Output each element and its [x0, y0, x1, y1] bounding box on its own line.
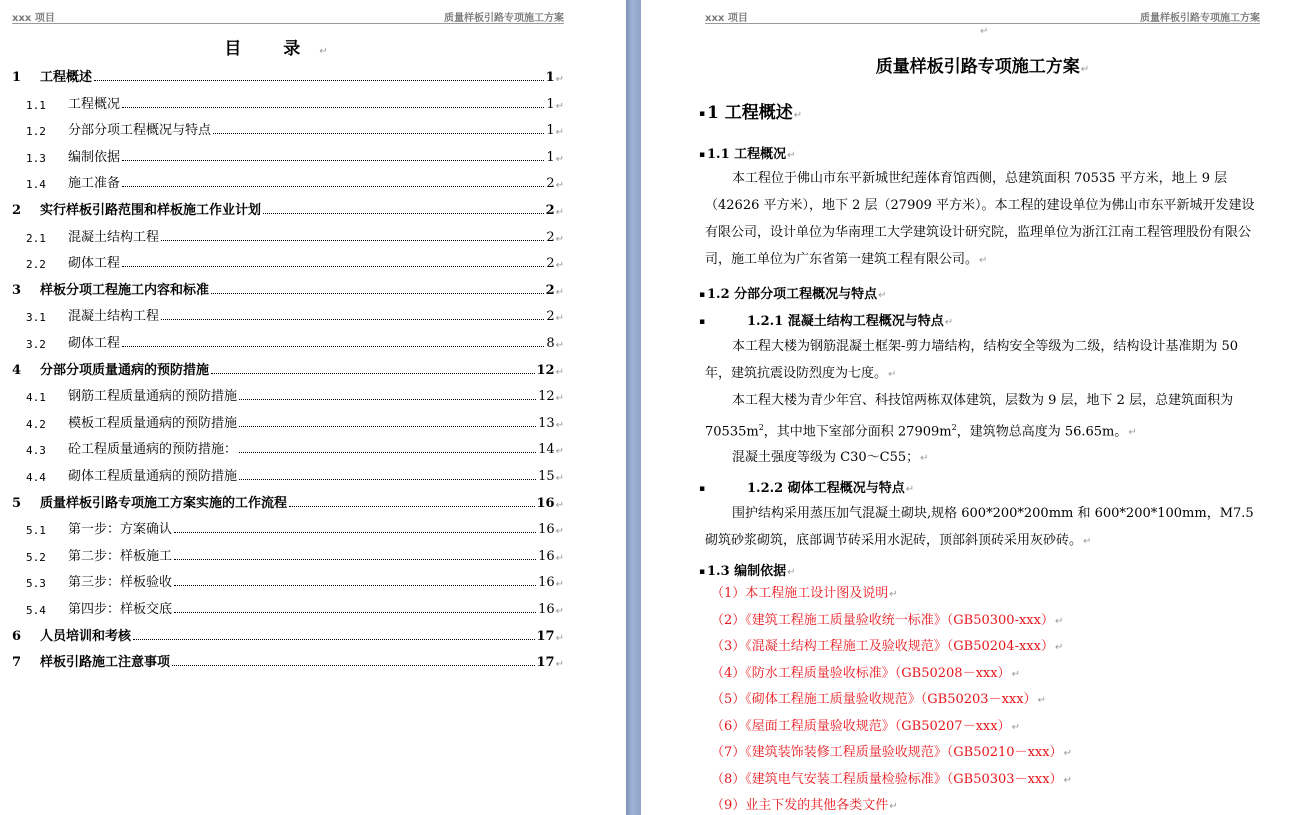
document-title[interactable]	[705, 52, 1260, 77]
paragraph-text: ，其中地下室部分面积 27909m	[763, 424, 952, 440]
toc-entry[interactable]	[12, 223, 564, 245]
reference-item[interactable]	[711, 662, 1020, 681]
toc-entry-page: 12	[538, 389, 555, 405]
toc-leader-dots	[122, 107, 544, 108]
toc-entry-page: 2	[546, 309, 555, 325]
superscript-text: 2	[951, 423, 957, 432]
toc-entry-title: 砌体工程	[68, 256, 121, 272]
toc-title-text: 目 录	[224, 39, 319, 59]
paragraph-mark-icon: ↵	[1011, 668, 1020, 680]
toc-entry-number: 4.4	[26, 471, 46, 484]
toc-entry[interactable]	[12, 302, 564, 324]
reference-item[interactable]	[711, 582, 898, 601]
toc-leader-dots	[122, 160, 544, 161]
toc-entry-page: 17	[536, 655, 555, 671]
reference-text: （5）《砌体工程施工质量验收规范》（GB50203－xxx）	[711, 692, 1037, 707]
paragraph-mark-icon: ↵	[555, 473, 564, 484]
document-title-text: 质量样板引路专项施工方案	[875, 57, 1080, 77]
reference-item[interactable]	[711, 688, 1046, 707]
heading-1[interactable]	[699, 98, 802, 123]
toc-entry-page: 14	[538, 442, 555, 458]
toc-entry-title: 人员培训和考核	[40, 628, 132, 644]
toc-entry[interactable]	[12, 116, 564, 138]
paragraph-mark-icon: ↵	[555, 233, 564, 245]
paragraph-concrete-structure[interactable]	[705, 333, 1260, 388]
toc-entry[interactable]	[12, 595, 564, 617]
toc-leader-dots	[133, 639, 535, 640]
toc-entry-title: 模板工程质量通病的预防措施	[68, 415, 238, 431]
paragraph-mark-icon: ↵	[555, 419, 564, 431]
toc-entry-title: 分部分项工程概况与特点	[68, 123, 212, 139]
toc-leader-dots	[211, 373, 535, 374]
paragraph-mark-icon: ↵	[1063, 748, 1072, 759]
reference-item[interactable]	[711, 715, 1020, 734]
toc-entry[interactable]	[12, 356, 564, 378]
toc-entry-number: 5.3	[26, 577, 46, 591]
page-toc	[0, 0, 626, 815]
reference-text: （9）业主下发的其他各类文件	[711, 798, 889, 813]
toc-leader-dots	[174, 559, 536, 560]
bullet-icon: ▪	[699, 316, 706, 327]
toc-entry-number: 4.1	[26, 391, 46, 405]
paragraph-mark-icon: ↵	[555, 313, 564, 325]
toc-entry-number: 1.2	[26, 125, 46, 139]
reference-item[interactable]	[711, 794, 898, 813]
toc-entry-title: 砌体工程	[68, 336, 121, 351]
toc-leader-dots	[239, 452, 536, 453]
paragraph-text: 本工程大楼为钢筋混凝土框架-剪力墙结构，结构安全等级为二级，结构设计基准期为 50 年，建筑抗震设防烈度为七度。	[705, 339, 1239, 381]
toc-entry-number: 3.1	[26, 311, 46, 325]
toc-entry[interactable]	[12, 489, 564, 511]
paragraph-mark-icon: ↵	[555, 446, 564, 458]
reference-text: （1）本工程施工设计图及说明	[711, 586, 889, 601]
page-gap-divider	[626, 0, 641, 815]
toc-entry-number: 7	[12, 655, 22, 671]
superscript-text: 2	[758, 423, 764, 432]
reference-text: （3）《混凝土结构工程施工及验收规范》（GB50204-xxx）	[711, 639, 1054, 654]
paragraph-overview[interactable]	[705, 165, 1260, 274]
toc-leader-dots	[174, 612, 536, 613]
toc-leader-dots	[161, 319, 544, 320]
toc-entry-page: 16	[536, 495, 555, 511]
toc-entry-title: 施工准备	[68, 176, 121, 192]
toc-entry-title: 实行样板引路范围和样板施工作业计划	[40, 203, 262, 218]
toc-entry[interactable]	[12, 409, 564, 431]
heading-1-1[interactable]	[699, 143, 796, 162]
toc-entry-title: 编制依据	[68, 149, 121, 165]
toc-entry-number: 4	[12, 362, 22, 378]
toc-entry-title: 混凝土结构工程	[68, 309, 160, 325]
toc-leader-dots	[239, 399, 536, 400]
page-header	[12, 8, 564, 24]
reference-text: （7）《建筑装饰装修工程质量验收规范》（GB50210－xxx）	[711, 745, 1063, 760]
toc-entry[interactable]	[12, 90, 564, 112]
paragraph-mark-icon: ↵	[555, 393, 564, 405]
toc-entry-title: 工程概述	[40, 70, 93, 85]
bullet-icon: ▪	[699, 108, 706, 119]
paragraph-mark-icon: ↵	[555, 632, 564, 644]
reference-text: （8）《建筑电气安装工程质量检验标准》（GB50303－xxx）	[711, 771, 1063, 787]
toc-entry-title: 第一步：方案确认	[68, 522, 173, 538]
toc-entry[interactable]	[12, 648, 564, 670]
paragraph-mark-icon: ↵	[1128, 427, 1137, 439]
toc-entry-page: 16	[538, 575, 555, 591]
toc-entry-number: 3	[12, 282, 22, 298]
toc-entry-title: 分部分项质量通病的预防措施	[40, 362, 210, 378]
paragraph-mark-icon: ↵	[1080, 64, 1090, 75]
reference-item[interactable]	[711, 741, 1072, 760]
toc-entry[interactable]	[12, 382, 564, 404]
toc-entry[interactable]	[12, 462, 564, 484]
page-body	[641, 0, 1300, 815]
paragraph-mark-icon: ↵	[878, 290, 887, 301]
toc-entry-number: 1.1	[26, 98, 46, 112]
paragraph-mark-icon: ↵	[555, 552, 564, 564]
toc-entry-number: 5	[12, 495, 22, 511]
heading-text: 1.3 编制依据	[707, 564, 787, 579]
paragraph-mark-icon: ↵	[555, 366, 564, 378]
paragraph-text: 围护结构采用蒸压加气混凝土砌块,规格 600*200*200mm 和 600*200*100mm，M7.5 砌筑砂浆砌筑，底部调节砖采用水泥砖，顶部斜顶砖采用灰砂砖。	[705, 506, 1254, 548]
heading-text: 1.2 分部分项工程概况与特点	[707, 287, 878, 302]
toc-leader-dots	[94, 80, 544, 81]
toc-entry-number: 4.3	[26, 444, 46, 458]
toc-entry-number: 2.1	[26, 231, 46, 245]
toc-entry-page: 1	[545, 70, 555, 85]
paragraph-mark-icon: ↵	[787, 567, 796, 578]
toc-entry[interactable]	[12, 622, 564, 644]
paragraph-mark-icon: ↵	[555, 286, 564, 298]
paragraph-mark-icon: ↵	[555, 526, 564, 538]
toc-entry-page: 8	[546, 336, 555, 351]
paragraph-mark-icon: ↵	[979, 255, 988, 266]
toc-entry-page: 16	[538, 522, 555, 538]
toc-entry-title: 第三步：样板验收	[68, 575, 173, 591]
reference-text: （6）《屋面工程质量验收规范》（GB50207－xxx）	[711, 718, 1011, 734]
toc-entry-title: 第二步：样板施工	[68, 548, 173, 564]
paragraph-text: 本工程位于佛山市东平新城世纪莲体育馆西侧，总建筑面积 70535 平方米，地上 9 层（42626 平方米），地下 2 层（27909 平方米）。本工程的建设单位为佛山市东平新城开发建设有限公司，设计单位为华南理工大学建筑设计研究院，监理单位为浙江江南工程管理股份有限公司，施工单位为广东省第一建筑工程有限公司。	[705, 171, 1255, 267]
paragraph-mark-icon: ↵	[888, 369, 897, 380]
toc-leader-dots	[213, 133, 544, 134]
paragraph-text: 本工程大楼为青少年宫、科技馆两栋双体建筑，层数为 9 层，地下 2 层，总建筑面积为 70535m	[705, 393, 1234, 440]
paragraph-mark-icon: ↵	[555, 606, 564, 617]
header-right-text: 质量样板引路专项施工方案	[1140, 13, 1260, 24]
toc-entry-page: 1	[546, 96, 555, 112]
paragraph-mark-icon: ↵	[920, 453, 929, 464]
toc-entry[interactable]	[12, 329, 564, 351]
reference-item[interactable]	[711, 609, 1063, 628]
paragraph-mark-icon: ↵	[1054, 642, 1064, 653]
heading-text: 1.1 工程概况	[707, 147, 787, 162]
paragraph-mark-icon: ↵	[555, 180, 564, 192]
toc-entry-number: 6	[12, 628, 22, 644]
toc-entry-number: 4.2	[26, 417, 46, 431]
toc-entry-title: 工程概况	[68, 96, 121, 112]
toc-entry-page: 1	[546, 149, 555, 165]
paragraph-mark-icon: ↵	[793, 110, 803, 121]
toc-entry-title: 混凝土结构工程	[68, 229, 160, 245]
toc-leader-dots	[161, 240, 544, 241]
paragraph-mark-icon: ↵	[1037, 695, 1046, 706]
bullet-icon: ▪	[699, 289, 706, 300]
paragraph-mark-icon: ↵	[555, 127, 564, 139]
toc-leader-dots	[174, 532, 536, 533]
paragraph-mark-icon: ↵	[555, 74, 564, 85]
toc-leader-dots	[263, 213, 544, 214]
toc-entry[interactable]	[12, 542, 564, 564]
paragraph-mark-icon: ↵	[555, 579, 564, 591]
toc-leader-dots	[239, 426, 536, 427]
toc-entry[interactable]	[12, 143, 564, 165]
toc-entry[interactable]	[12, 63, 564, 85]
bullet-icon: ▪	[699, 149, 706, 160]
heading-1-2[interactable]	[699, 283, 887, 302]
heading-1-2-2[interactable]	[699, 477, 914, 496]
paragraph-mark-icon: ↵	[555, 207, 564, 218]
toc-entry-page: 12	[536, 362, 555, 378]
heading-text: 1.2.1 混凝土结构工程概况与特点	[747, 314, 944, 329]
toc-entry[interactable]	[12, 169, 564, 191]
paragraph-text: 混凝土强度等级为 C30～C55；	[732, 450, 920, 465]
toc-entry-page: 2	[546, 256, 555, 272]
toc-entry[interactable]	[12, 435, 564, 457]
paragraph-mark-icon: ↵	[555, 659, 564, 671]
paragraph-mark-icon: ↵	[905, 484, 915, 495]
paragraph-mark-icon: ↵	[980, 26, 989, 37]
toc-leader-dots	[174, 585, 536, 586]
toc-entry-page: 15	[538, 469, 555, 484]
bullet-icon: ▪	[699, 483, 706, 494]
toc-entry-title: 砼工程质量通病的预防措施：	[68, 442, 238, 458]
toc-entry-page: 17	[536, 628, 555, 644]
toc-entry-number: 2.2	[26, 258, 46, 272]
paragraph-mark-icon: ↵	[1063, 774, 1072, 786]
toc-entry-title: 第四步：样板交底	[68, 602, 173, 617]
reference-text: （4）《防水工程质量验收标准》（GB50208－xxx）	[711, 665, 1011, 681]
toc-entry[interactable]	[12, 568, 564, 590]
heading-1-3[interactable]	[699, 560, 796, 579]
paragraph-mark-icon: ↵	[1011, 721, 1020, 733]
paragraph-mark-icon: ↵	[1083, 536, 1092, 547]
paragraph-mark-icon: ↵	[555, 499, 564, 511]
heading-text: 1.2.2 砌体工程概况与特点	[747, 481, 905, 496]
toc-entry-title: 钢筋工程质量通病的预防措施	[68, 389, 238, 405]
toc-entry-title: 样板引路施工注意事项	[40, 655, 171, 671]
paragraph-concrete-grade[interactable]	[705, 444, 1260, 472]
toc-entry-number: 2	[12, 203, 22, 218]
toc-entry[interactable]	[12, 515, 564, 537]
toc-entry-page: 2	[546, 176, 555, 192]
toc-entry-number: 5.4	[26, 604, 46, 617]
heading-1-text: 1 工程概述	[707, 103, 793, 123]
toc-entry-title: 样板分项工程施工内容和标准	[40, 282, 210, 298]
toc-title	[0, 34, 570, 59]
paragraph-mark-icon: ↵	[889, 589, 898, 600]
paragraph-mark-icon: ↵	[1054, 615, 1064, 627]
paragraph-mark-icon: ↵	[787, 150, 796, 161]
toc-entry[interactable]	[12, 249, 564, 271]
toc-leader-dots	[239, 479, 536, 480]
toc-leader-dots	[289, 506, 535, 507]
toc-leader-dots	[122, 186, 544, 187]
toc-entry-number: 1.4	[26, 178, 46, 192]
paragraph-mark-icon: ↵	[555, 153, 564, 165]
toc-entry-page: 2	[545, 282, 555, 298]
paragraph-masonry[interactable]	[705, 500, 1260, 555]
toc-entry-number: 5.2	[26, 550, 46, 564]
paragraph-mark-icon: ↵	[555, 340, 564, 351]
bullet-icon: ▪	[699, 566, 706, 577]
toc-entry[interactable]	[12, 196, 564, 218]
toc-leader-dots	[122, 346, 544, 347]
heading-1-2-1[interactable]	[699, 310, 953, 329]
toc-entry-page: 16	[538, 548, 555, 564]
toc-entry-title: 质量样板引路专项施工方案实施的工作流程	[40, 495, 288, 511]
header-left-text: xxx 项目	[705, 13, 748, 24]
header-right-text: 质量样板引路专项施工方案	[444, 13, 564, 24]
paragraph-text: ，建筑物总高度为 56.65m。	[956, 424, 1128, 440]
reference-item[interactable]	[711, 635, 1063, 654]
toc-leader-dots	[172, 665, 535, 666]
toc-entry-page: 2	[545, 203, 555, 218]
toc-entry-page: 13	[538, 415, 555, 431]
reference-text: （2）《建筑工程施工质量验收统一标准》（GB50300-xxx）	[711, 612, 1054, 628]
toc-entry-page: 16	[538, 602, 555, 617]
toc-entry-number: 5.1	[26, 524, 46, 538]
paragraph-mark-icon: ↵	[889, 801, 898, 812]
toc-entry-number: 1	[12, 70, 22, 85]
header-left-text: xxx 项目	[12, 13, 55, 24]
toc-leader-dots	[122, 266, 544, 267]
paragraph-mark-icon: ↵	[555, 100, 564, 112]
paragraph-building-area[interactable]	[705, 387, 1260, 446]
paragraph-mark-icon: ↵	[944, 317, 954, 328]
paragraph-mark-icon: ↵	[319, 46, 346, 57]
paragraph-mark-icon: ↵	[555, 260, 564, 272]
toc-entry-title: 砌体工程质量通病的预防措施	[68, 469, 238, 484]
toc-entry[interactable]	[12, 276, 564, 298]
toc-leader-dots	[211, 293, 544, 294]
toc-entry-number: 3.2	[26, 338, 46, 351]
toc-entry-number: 1.3	[26, 151, 46, 165]
page-header	[705, 8, 1260, 24]
toc-entry-page: 1	[546, 123, 555, 139]
reference-item[interactable]	[711, 768, 1072, 787]
toc-entry-page: 2	[546, 229, 555, 245]
